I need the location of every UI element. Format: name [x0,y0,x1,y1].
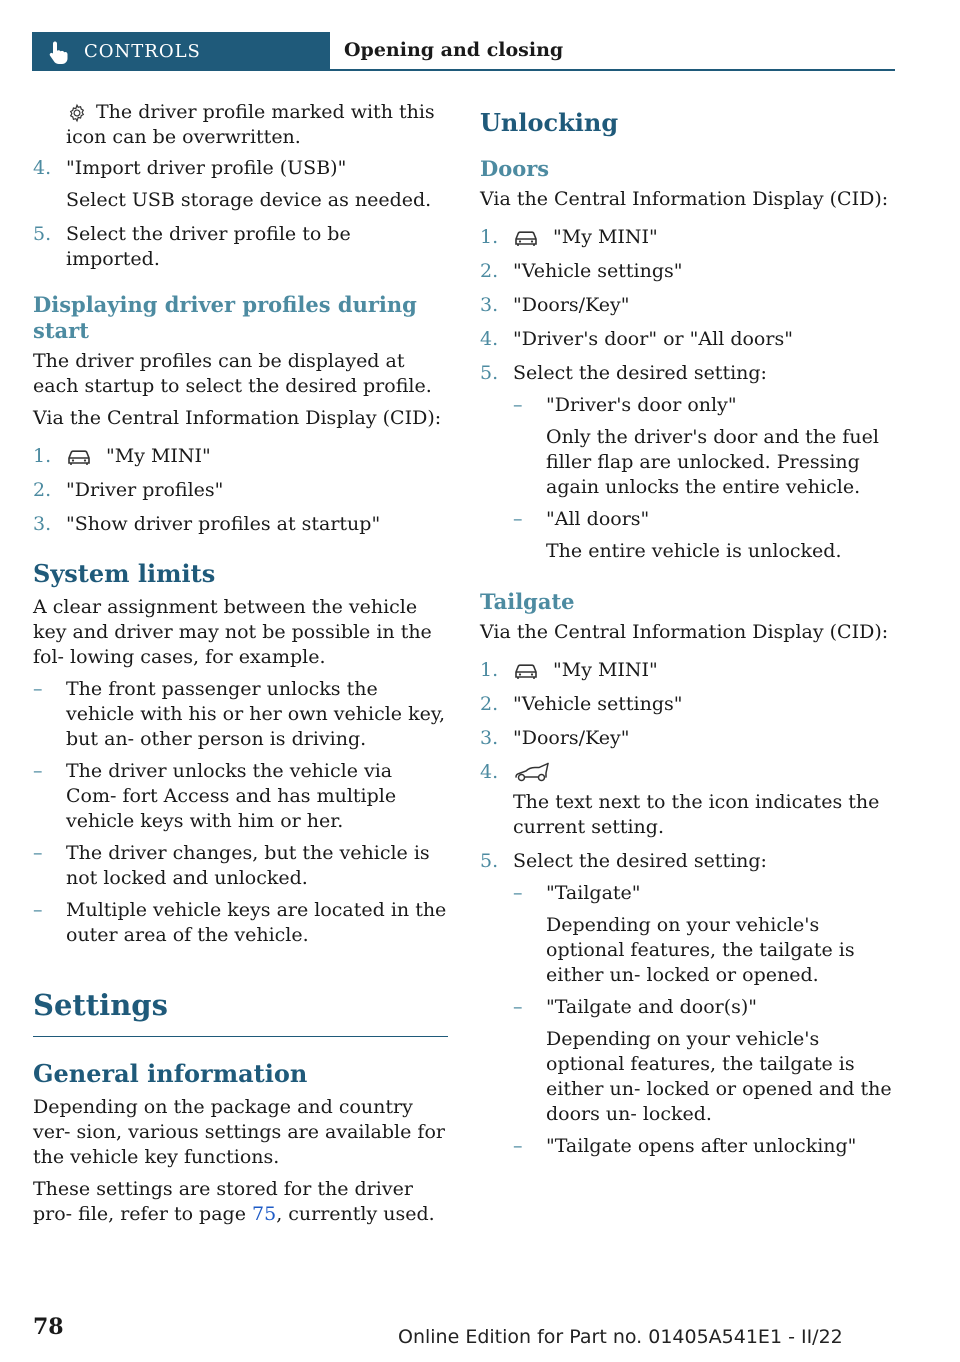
section-label: CONTROLS [84,41,201,62]
list-item-text: Multiple vehicle keys are located in the outer area of the vehicle. [66,899,447,946]
dash-bullet: – [513,996,523,1018]
step-text: The text next to the icon indicates the current setting. [513,791,880,838]
car-tailgate-icon [513,762,553,784]
heading-displaying-profiles: Displaying driver profiles during start [33,292,417,343]
heading-unlocking: Unlocking [480,108,619,137]
car-icon [513,662,539,680]
list-item [33,478,448,503]
step-number: 4. [33,157,52,179]
right-column [480,100,898,1175]
step-number: 1. [480,226,499,248]
paragraph: Via the Central Information Display (CID): [480,188,889,210]
step-number: 2. [480,260,499,282]
step-text: "Vehicle settings" [513,693,683,715]
list-item-text: The front passenger unlocks the vehicle with his or her own vehicle key, but an‐ other person is driving. [66,678,446,750]
list-item [513,507,898,564]
list-item [480,327,898,352]
list-item [513,393,898,500]
system-limits-list [33,677,448,948]
paragraph-text: These settings are stored for the driver pro‐ file, refer to page [33,1178,413,1225]
step-number: 4. [480,761,499,783]
left-column [33,100,448,1234]
step-text: "Doors/Key" [513,294,630,316]
option-label: "Tailgate" [546,882,641,904]
list-item [480,658,898,683]
page-number: 78 [33,1314,64,1340]
list-item [480,760,898,840]
list-item [33,444,448,469]
heading-tailgate: Tailgate [480,589,575,614]
option-label: "All doors" [546,508,650,530]
step-text: "Doors/Key" [513,727,630,749]
paragraph: Via the Central Information Display (CID): [480,621,889,643]
step-text: Select the desired setting: [513,362,767,384]
list-item [33,156,448,213]
edition-footer: Online Edition for Part no. 01405A541E1 - II/22 [398,1326,843,1348]
settings-rule [33,1036,448,1037]
tailgate-options [513,881,898,1159]
dash-bullet: – [513,508,523,530]
list-item-text: The driver unlocks the vehicle via Com‐ fort Access and has multiple vehicle keys with him or her. [66,760,397,832]
step-text: "Vehicle settings" [513,260,683,282]
car-icon [66,448,92,466]
step-text: "Driver profiles" [66,479,224,501]
step-number: 1. [480,659,499,681]
heading-doors: Doors [480,156,550,181]
page-link[interactable]: 75 [252,1203,277,1225]
step-number: 1. [33,445,52,467]
paragraph: A clear assignment between the vehicle key and driver may not be possible in the fol‐ lowing cases, for example. [33,596,432,668]
step-number: 3. [480,294,499,316]
doors-options [513,393,898,564]
step-text: Select the driver profile to be imported. [66,223,351,270]
option-description: Depending on your vehicle's optional features, the tailgate is either un‐ locked or opened. [546,914,855,986]
option-label: "Tailgate and door(s)" [546,996,758,1018]
heading-general-information: General information [33,1059,308,1088]
list-item [480,293,898,318]
step-number: 3. [480,727,499,749]
list-item [480,726,898,751]
step-text: "Driver's door" or "All doors" [513,328,793,350]
heading-settings: Settings [33,988,168,1022]
step-text: "Show driver profiles at startup" [66,513,381,535]
list-item [480,849,898,1166]
import-steps [33,156,448,272]
paragraph-text: , currently used. [276,1203,435,1225]
list-item [513,1134,898,1159]
step-number: 4. [480,328,499,350]
gear-note-text: The driver profile marked with this icon can be overwritten. [66,101,435,148]
tailgate-steps [480,658,898,1166]
page-header [32,32,895,71]
paragraph-page-ref [33,1177,448,1227]
dash-bullet: – [513,1135,523,1157]
dash-bullet: – [33,899,43,921]
car-icon [513,229,539,247]
paragraph: The driver profiles can be displayed at each startup to select the desired profile. [33,350,432,397]
dash-bullet: – [33,760,43,782]
dash-bullet: – [33,678,43,700]
option-description: Depending on your vehicle's optional features, the tailgate is either un‐ locked or opened and the doors un‐ locked. [546,1028,892,1125]
dash-bullet: – [513,882,523,904]
step-text: Select the desired setting: [513,850,767,872]
list-item [33,759,448,834]
list-item [480,225,898,250]
gear-note [33,100,448,150]
option-label: "Driver's door only" [546,394,737,416]
gear-icon [66,102,88,124]
step-text: "My MINI" [553,659,658,681]
dash-bullet: – [33,842,43,864]
step-number: 5. [480,362,499,384]
list-item [33,841,448,891]
step-text: "My MINI" [106,445,211,467]
list-item [480,361,898,571]
step-number: 2. [480,693,499,715]
header-rule [330,69,895,71]
doors-steps [480,225,898,571]
option-label: "Tailgate opens after unlocking" [546,1135,857,1157]
option-description: Only the driver's door and the fuel filler flap are unlocked. Pressing again unlocks the entire vehicle. [546,426,879,498]
step-text: "My MINI" [553,226,658,248]
option-description: The entire vehicle is unlocked. [546,540,842,562]
step-number: 5. [33,223,52,245]
list-item [33,512,448,537]
list-item [513,995,898,1127]
paragraph: Depending on the package and country ver‐ sion, various settings are available for the vehicle key functions. [33,1096,445,1168]
step-text: "Import driver profile (USB)" [66,157,347,179]
display-steps [33,444,448,537]
pointing-hand-icon [48,40,70,64]
list-item-text: The driver changes, but the vehicle is not locked and unlocked. [66,842,430,889]
heading-system-limits: System limits [33,559,216,588]
dash-bullet: – [513,394,523,416]
step-number: 5. [480,850,499,872]
step-subtext: Select USB storage device as needed. [66,189,432,211]
paragraph: Via the Central Information Display (CID): [33,407,442,429]
page-topic-title: Opening and closing [344,39,564,61]
step-number: 2. [33,479,52,501]
list-item [513,881,898,988]
section-tab [32,32,330,71]
list-item [480,259,898,284]
list-item [33,677,448,752]
list-item [33,222,448,272]
step-number: 3. [33,513,52,535]
list-item [33,898,448,948]
list-item [480,692,898,717]
